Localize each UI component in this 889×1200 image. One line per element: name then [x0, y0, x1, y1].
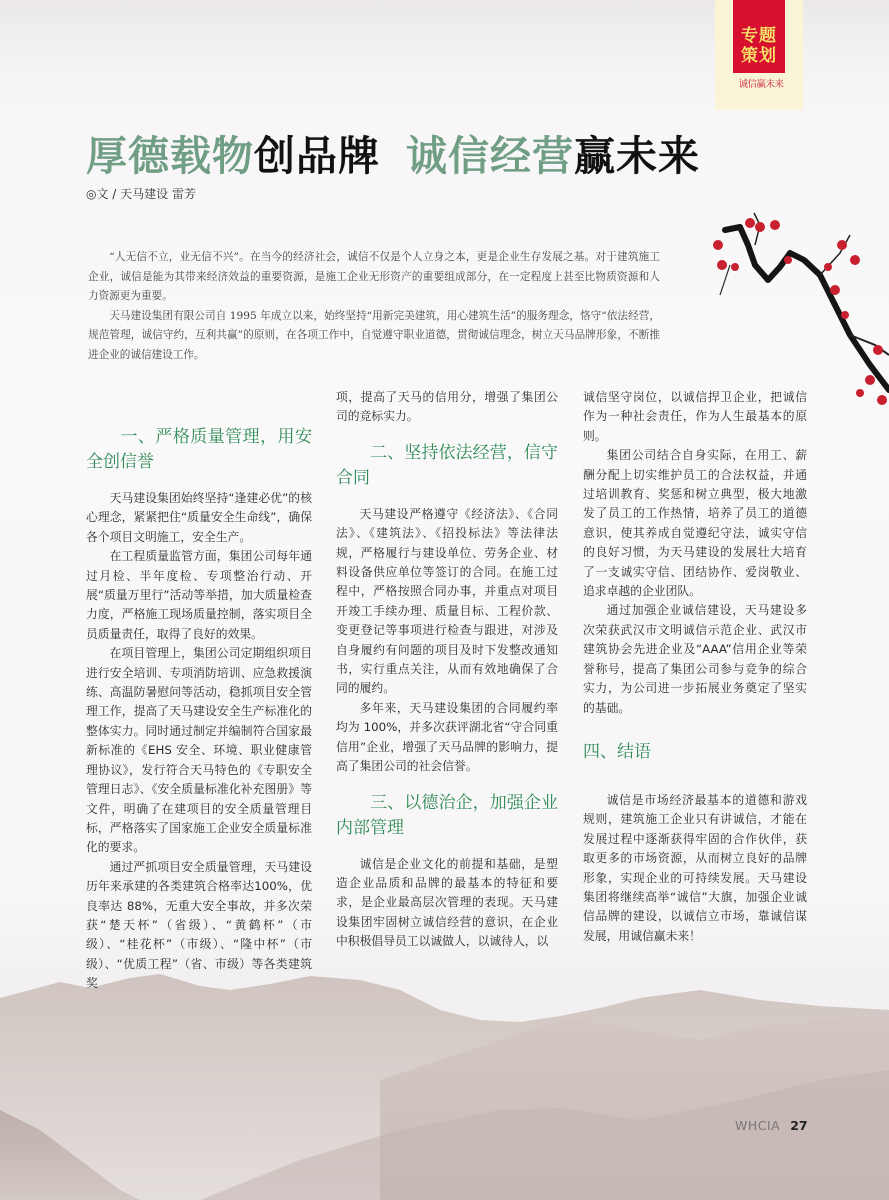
mountain-landscape-illustration — [0, 960, 889, 1200]
article-title — [86, 130, 700, 182]
section-tag-line2: 策划 — [741, 46, 777, 66]
body-paragraph-continued: 诚信坚守岗位，以诚信捍卫企业，把诚信作为一种社会责任，作为人生最基本的原则。 — [583, 390, 807, 443]
body-paragraph: 在工程质量监管方面，集团公司每年通过月检、半年度检、专项整治行动、开展“质量万里行”活动等举措，加大质量检查力度，严格施工现场质量控制，落实项目全员质量责任，取得了良好的效果。 — [86, 549, 312, 641]
page-footer — [735, 1118, 808, 1133]
body-paragraph-continued: 项，提高了天马的信用分，增强了集团公司的竞标实力。 — [336, 390, 558, 424]
article-intro — [88, 248, 660, 365]
article-byline: ◎文 / 天马建设 雷芳 — [86, 187, 196, 201]
plum-blossom-illustration — [700, 205, 889, 405]
body-paragraph: 天马建设严格遵守《经济法》、《合同法》、《建筑法》、《招投标法》等法律法规，严格履行与建设单位、劳务企业、材料设备供应单位等签订的合同。在施工过程中，严格按照合同办事，并重点对项目开竣工手续办理、质量目标、工程价款、变更登记等事项进行检查与跟进，对涉及自身履约有问题的项目及时下发整改通知书，实行重点关注，从而有效地确保了合同的履约。 — [336, 506, 558, 696]
section-tag-badge — [733, 0, 785, 73]
section-heading-4: 四、结语 — [583, 741, 651, 762]
body-paragraph: 通过严抓项目安全质量管理，天马建设历年来承建的各类建筑合格率达100%，优良率达 88%，无重大安全事故，并多次荣获“楚天杯”（省级）、“黄鹤杯”（市级）、“桂花杯”（市级）、“隆中杯”（市级）、“优质工程”（省、市级）等各类建筑奖 — [86, 859, 312, 991]
body-paragraph: 集团公司结合自身实际，在用工、薪酬分配上切实维护员工的合法权益，并通过培训教育、奖惩和树立典型，极大地激发了员工的工作热情，培养了员工的道德意识，使其养成自觉遵纪守法，诚实守信的良好习惯，为天马建设的发展壮大培育了一支诚实守信、团结协作、爱岗敬业、追求卓越的企业团队。 — [583, 448, 807, 599]
section-heading-1 — [86, 425, 312, 475]
section-heading-text: 一、严格质量管理，用安全创信誉 — [86, 427, 312, 472]
title-part-1: 厚德载物 — [86, 132, 254, 180]
title-part-2: 创品牌 — [254, 132, 380, 180]
section-heading-text: 二、坚持依法经营，信守合同 — [336, 442, 558, 488]
intro-paragraph: 天马建设集团有限公司自 1995 年成立以来，始终坚持“用新完美建筑，用心建筑生活”的服务理念，恪守“依法经营，规范管理，诚信守约，互利共赢”的原则，在各项工作中，自觉遵守职业道德，贯彻诚信理念，树立天马品牌形象，不断推进企业的诚信建设工作。 — [88, 309, 660, 361]
section-heading-3 — [336, 791, 558, 841]
section-heading-text: 三、以德治企，加强企业内部管理 — [336, 792, 558, 838]
body-paragraph: 诚信是市场经济最基本的道德和游戏规则，建筑施工企业只有讲诚信，才能在发展过程中逐渐获得牢固的合作伙伴，获取更多的市场资源，从而树立良好的品牌形象，实现企业的可持续发展。天马建设集团将继续高举“诚信”大旗，加强企业诚信品牌的建设，以诚信立市场，靠诚信谋发展，用诚信赢未来！ — [583, 792, 807, 943]
body-paragraph: 天马建设集团始终坚持“逢建必优”的核心理念，紧紧把住“质量安全生命线”，确保各个项目文明施工，安全生产。 — [86, 491, 312, 544]
body-paragraph: 诚信是企业文化的前提和基础，是塑造企业品质和品牌的最基本的特征和要求，是企业最高层次管理的表现。天马建设集团牢固树立诚信经营的意识，在企业中积极倡导员工以诚做人，以诚待人，以 — [336, 856, 558, 949]
section-heading-2 — [336, 441, 558, 491]
section-tag-subtitle: 诚信赢未来 — [738, 79, 784, 90]
section-tag-line1: 专题 — [741, 26, 777, 46]
text-column-1 — [86, 425, 312, 994]
magazine-brand: WHCIA — [735, 1118, 781, 1133]
title-part-3: 诚信经营 — [406, 132, 574, 180]
page-number: 27 — [790, 1118, 808, 1133]
body-paragraph: 通过加强企业诚信建设，天马建设多次荣获武汉市文明诚信示范企业、武汉市建筑协会先进企业及“AAA”信用企业等荣誉称号，提高了集团公司参与竞争的综合实力，为公司进一步拓展业务奠定了坚实的基础。 — [583, 603, 807, 715]
section-tag — [715, 0, 803, 110]
intro-paragraph: “人无信不立，业无信不兴”。在当今的经济社会，诚信不仅是个人立身之本，更是企业生存发展之基。对于建筑施工企业，诚信是能为其带来经济效益的重要资源，是施工企业无形资产的重要组成部分，在一定程度上甚至比物质资源和人力资源更为重要。 — [88, 251, 660, 302]
title-part-4: 赢未来 — [574, 132, 700, 180]
text-column-3 — [583, 388, 807, 946]
body-paragraph: 多年来，天马建设集团的合同履约率均为 100%，并多次获评湖北省“守合同重信用”企业，增强了天马品牌的影响力，提高了集团公司的社会信誉。 — [336, 700, 558, 774]
text-column-2 — [336, 388, 558, 952]
body-paragraph: 在项目管理上，集团公司定期组织项目进行安全培训、专项消防培训、应急救援演练、高温防暑慰问等活动，稳抓项目安全管理工作，提高了天马建设安全生产标准化的整体实力。同时通过制定并编制符合国家最新标准的《EHS 安全、环境、职业健康管理协议》，发行符合天马特色的《专职安全管理日志》、《安全质量标准化补充图册》等文件，明确了在建项目的安全质量管理目标，严格落实了国家施工企业安全质量标准化的要求。 — [86, 646, 312, 855]
